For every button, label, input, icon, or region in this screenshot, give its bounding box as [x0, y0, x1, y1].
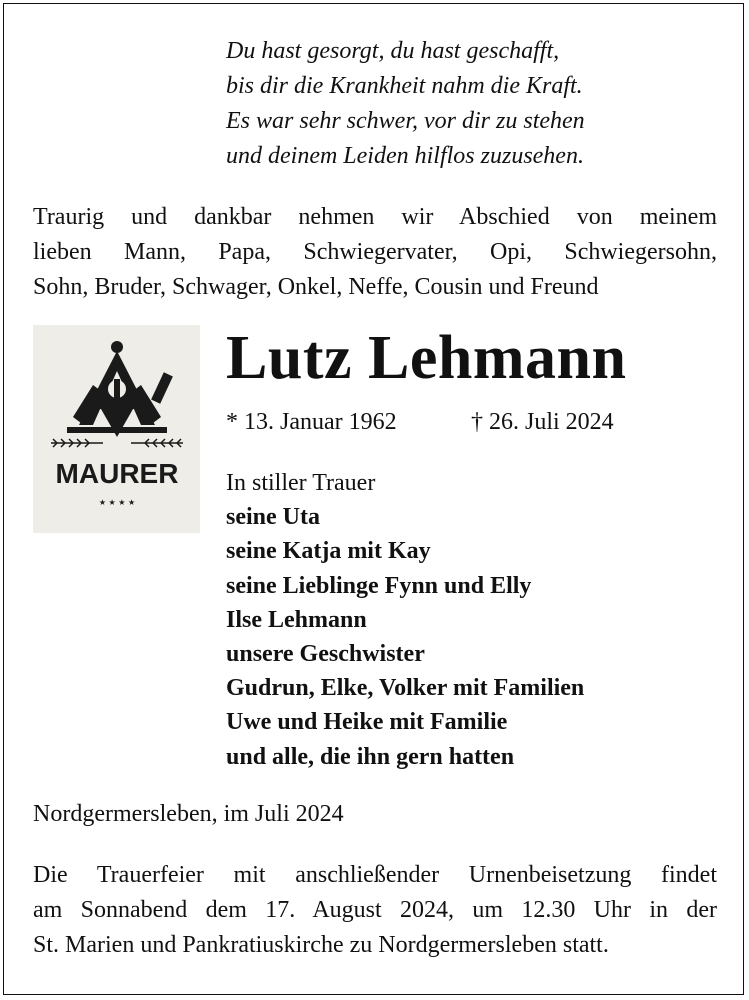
- logo-text: MAURER: [55, 458, 179, 489]
- poem-line: Du hast gesorgt, du hast geschafft,: [226, 38, 560, 64]
- intro-line: Traurig und dankbar nehmen wir Abschied von meinem: [33, 204, 717, 230]
- mourner-line: unsere Geschwister: [226, 641, 425, 668]
- poem-line: Es war sehr schwer, vor dir zu stehen: [226, 108, 585, 134]
- poem-line: und deinem Leiden hilflos zuzusehen.: [226, 143, 584, 169]
- mourner-line: Ilse Lehmann: [226, 606, 367, 633]
- mason-emblem-icon: [33, 325, 200, 533]
- poem-line: bis dir die Krankheit nahm die Kraft.: [226, 73, 583, 99]
- mourners-list: [226, 466, 584, 774]
- mourner-line: seine Lieblinge Fynn und Elly: [226, 572, 532, 599]
- mourner-line: Uwe und Heike mit Familie: [226, 709, 508, 736]
- mourner-line: seine Katja mit Kay: [226, 538, 431, 565]
- intro-text: [33, 200, 717, 305]
- funeral-line: am Sonnabend dem 17. August 2024, um 12.30 Uhr in der: [33, 897, 717, 923]
- funeral-line: St. Marien und Pankratiuskirche zu Nordgermersleben statt.: [33, 932, 609, 958]
- mourners-heading: In stiller Trauer: [226, 470, 376, 496]
- deceased-name: Lutz Lehmann: [226, 324, 627, 392]
- funeral-info: [33, 858, 717, 963]
- mourner-line: seine Uta: [226, 504, 320, 531]
- maurer-logo: [33, 325, 200, 533]
- birth-date: * 13. Januar 1962: [226, 409, 397, 435]
- poem: [226, 34, 726, 174]
- mourner-line: und alle, die ihn gern hatten: [226, 743, 515, 770]
- death-date: † 26. Juli 2024: [471, 409, 614, 435]
- funeral-line: Die Trauerfeier mit anschließender Urnenbeisetzung findet: [33, 862, 717, 888]
- intro-line: Sohn, Bruder, Schwager, Onkel, Neffe, Cousin und Freund: [33, 274, 599, 300]
- life-dates: [226, 406, 614, 438]
- mourner-line: Gudrun, Elke, Volker mit Familien: [226, 675, 585, 702]
- logo-stars: ★ ★ ★ ★: [98, 498, 136, 507]
- place-and-date: Nordgermersleben, im Juli 2024: [33, 801, 344, 827]
- intro-line: lieben Mann, Papa, Schwiegervater, Opi, Schwiegersohn,: [33, 239, 717, 265]
